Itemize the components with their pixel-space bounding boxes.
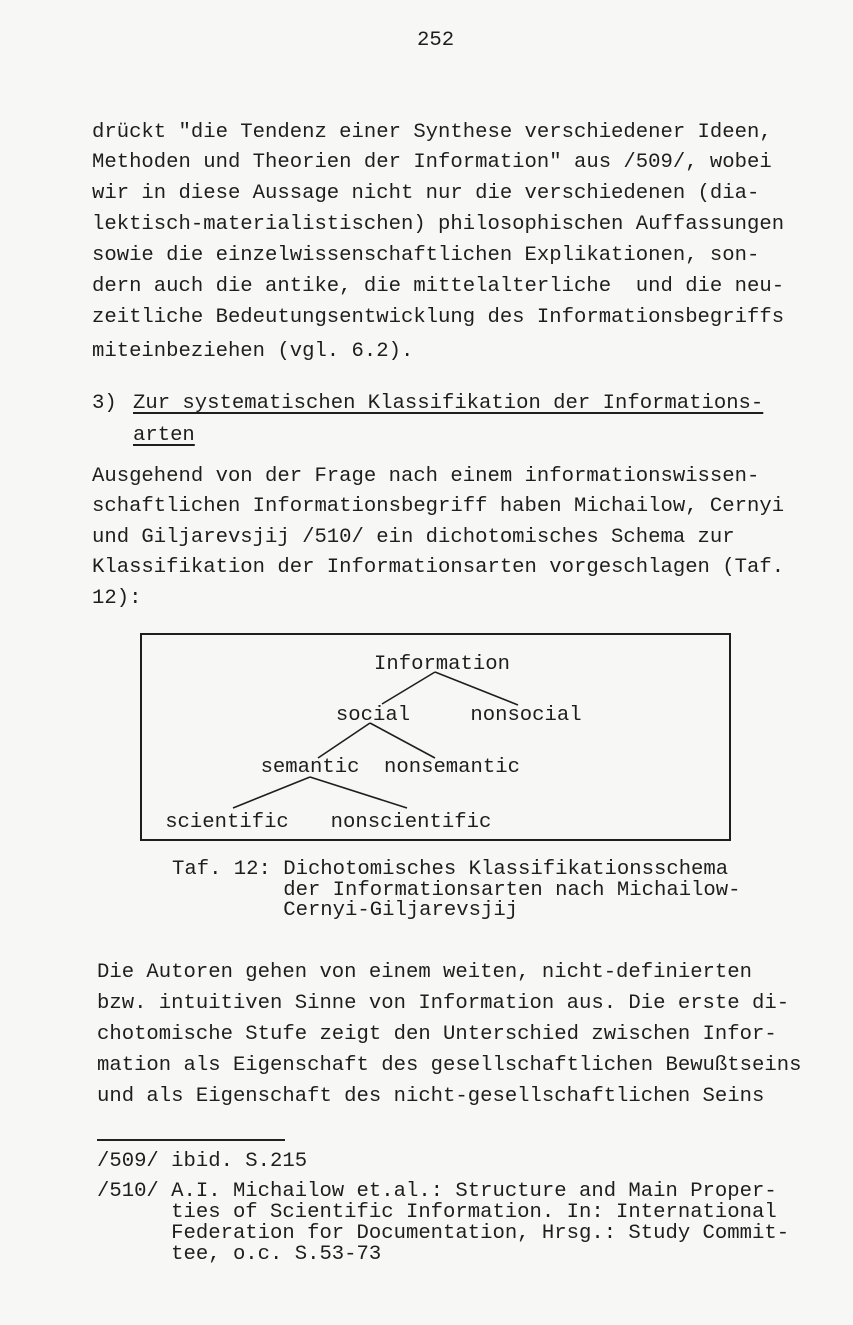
paragraph-line: bzw. intuitiven Sinne von Information aus. Die erste di- — [97, 992, 790, 1015]
edge-semantic-nonscientific — [310, 777, 407, 808]
paragraph-line: und als Eigenschaft des nicht-gesellschaftlichen Seins — [97, 1085, 765, 1108]
paragraph-line: Methoden und Theorien der Information" aus /509/, wobei — [92, 151, 772, 174]
footnote-line: /510/ A.I. Michailow et.al.: Structure and Main Proper- — [97, 1180, 777, 1203]
node-semantic: semantic — [260, 756, 360, 779]
paragraph-line: dern auch die antike, die mittelalterliche und die neu- — [92, 275, 785, 298]
paragraph-line: miteinbeziehen (vgl. 6.2). — [92, 340, 414, 363]
figure-caption-line: Cernyi-Giljarevsjij — [172, 899, 519, 922]
paragraph-line: mation als Eigenschaft des gesellschaftlichen Bewußtseins — [97, 1054, 802, 1077]
node-nonscientific: nonscientific — [330, 811, 492, 834]
footnote-divider — [97, 1139, 285, 1141]
paragraph-line: und Giljarevsjij /510/ ein dichotomisches Schema zur — [92, 526, 735, 549]
paragraph-line: schaftlichen Informationsbegriff haben Michailow, Cernyi — [92, 495, 785, 518]
node-nonsocial: nonsocial — [470, 704, 582, 727]
node-social: social — [335, 704, 411, 727]
section-number: 3) — [92, 392, 117, 415]
footnote-line: Federation for Documentation, Hrsg.: Study Commit- — [97, 1222, 790, 1245]
footnote-line: /509/ ibid. S.215 — [97, 1150, 308, 1173]
footnote-line: tee, o.c. S.53-73 — [97, 1243, 382, 1266]
paragraph-line: lektisch-materialistischen) philosophischen Auffassungen — [92, 213, 785, 236]
section-heading-line-1: Zur systematischen Klassifikation der Informations- — [133, 392, 764, 415]
paragraph-line: Die Autoren gehen von einem weiten, nicht-definierten — [97, 961, 752, 984]
edge-information-nonsocial — [435, 672, 518, 705]
paragraph-line: Ausgehend von der Frage nach einem informationswissen- — [92, 465, 760, 488]
node-information: Information — [374, 653, 510, 676]
page-number: 252 — [417, 29, 455, 52]
section-heading-line-2: arten — [133, 424, 195, 447]
footnote-line: ties of Scientific Information. In: International — [97, 1201, 777, 1224]
paragraph-line: wir in diese Aussage nicht nur die verschiedenen (dia- — [92, 182, 760, 205]
paragraph-line: chotomische Stufe zeigt den Unterschied zwischen Infor- — [97, 1023, 777, 1046]
node-nonsemantic: nonsemantic — [384, 756, 520, 779]
paragraph-line: Klassifikation der Informationsarten vorgeschlagen (Taf. — [92, 556, 785, 579]
edge-semantic-scientific — [233, 777, 310, 808]
paragraph-line: zeitliche Bedeutungsentwicklung des Informationsbegriffs — [92, 306, 785, 329]
edge-information-social — [382, 672, 435, 704]
paragraph-line: sowie die einzelwissenschaftlichen Explikationen, son- — [92, 244, 760, 267]
edge-social-nonsemantic — [370, 723, 435, 758]
paragraph-line: drückt "die Tendenz einer Synthese verschiedener Ideen, — [92, 121, 772, 144]
figure-caption-line: Taf. 12: Dichotomisches Klassifikationsschema — [172, 858, 729, 881]
figure-caption-line: der Informationsarten nach Michailow- — [172, 879, 741, 902]
paragraph-line: 12): — [92, 587, 142, 610]
edge-social-semantic — [318, 723, 370, 758]
node-scientific: scientific — [165, 811, 289, 834]
